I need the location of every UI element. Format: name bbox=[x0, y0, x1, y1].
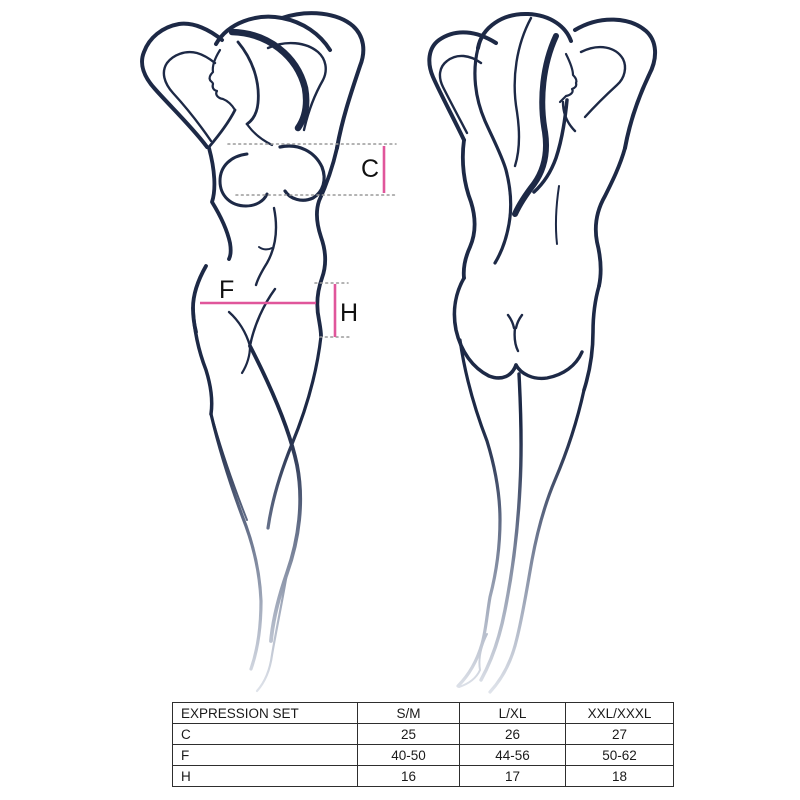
back-center-line bbox=[556, 186, 559, 244]
row-label-f: F bbox=[173, 745, 358, 766]
h-value-lxl: 17 bbox=[460, 766, 566, 787]
f-value-sm: 40-50 bbox=[358, 745, 460, 766]
front-panty-tail bbox=[242, 346, 250, 373]
table-row-f bbox=[173, 745, 674, 766]
table-row-h bbox=[173, 766, 674, 787]
back-right-hip bbox=[584, 286, 599, 390]
size-table bbox=[172, 702, 674, 787]
back-figure bbox=[429, 14, 655, 692]
height-label: H bbox=[340, 299, 359, 327]
front-right-leg bbox=[268, 336, 321, 528]
front-hair-strand bbox=[238, 42, 258, 124]
back-buttock-cleft bbox=[508, 315, 522, 351]
header-size-lxl: L/XL bbox=[460, 703, 566, 724]
front-right-arm-inner bbox=[268, 43, 326, 130]
h-value-xxl: 18 bbox=[566, 766, 674, 787]
back-right-arm-outer bbox=[575, 20, 655, 148]
row-label-h: H bbox=[173, 766, 358, 787]
front-panty-right bbox=[250, 289, 275, 346]
front-jaw-line bbox=[209, 110, 235, 147]
front-right-breast bbox=[280, 146, 324, 200]
c-value-sm: 25 bbox=[358, 724, 460, 745]
bust-label: C bbox=[361, 155, 380, 183]
front-neck-line bbox=[247, 124, 272, 145]
header-size-xxl: XXL/XXXL bbox=[566, 703, 674, 724]
back-torso-right bbox=[596, 148, 625, 286]
header-product-name: EXPRESSION SET bbox=[173, 703, 358, 724]
f-value-lxl: 44-56 bbox=[460, 745, 566, 766]
header-size-sm: S/M bbox=[358, 703, 460, 724]
row-label-c: C bbox=[173, 724, 358, 745]
front-face-profile bbox=[210, 50, 235, 110]
front-left-shin bbox=[211, 414, 261, 669]
front-left-arm-outer bbox=[142, 24, 222, 147]
size-table-header-row bbox=[173, 703, 674, 724]
front-figure bbox=[142, 13, 363, 691]
back-torso-left bbox=[463, 140, 475, 278]
hips-label: F bbox=[219, 276, 235, 304]
front-left-breast bbox=[220, 154, 267, 206]
h-value-sm: 16 bbox=[358, 766, 460, 787]
back-right-leg bbox=[490, 390, 584, 692]
back-hair-left-edge bbox=[475, 48, 511, 263]
back-right-buttock-crease bbox=[516, 352, 582, 378]
front-navel bbox=[259, 247, 272, 249]
c-value-xxl: 27 bbox=[566, 724, 674, 745]
back-left-leg bbox=[458, 340, 500, 686]
back-hair-inner bbox=[515, 18, 531, 166]
front-left-inner-leg bbox=[214, 424, 247, 520]
front-left-thigh bbox=[193, 308, 212, 414]
f-value-xxl: 50-62 bbox=[566, 745, 674, 766]
back-right-arm-inner bbox=[581, 47, 625, 117]
c-value-lxl: 26 bbox=[460, 724, 566, 745]
back-hair-swoosh bbox=[515, 36, 556, 214]
front-panty-left bbox=[229, 312, 250, 346]
back-face-profile bbox=[560, 54, 576, 102]
table-row-c bbox=[173, 724, 674, 745]
